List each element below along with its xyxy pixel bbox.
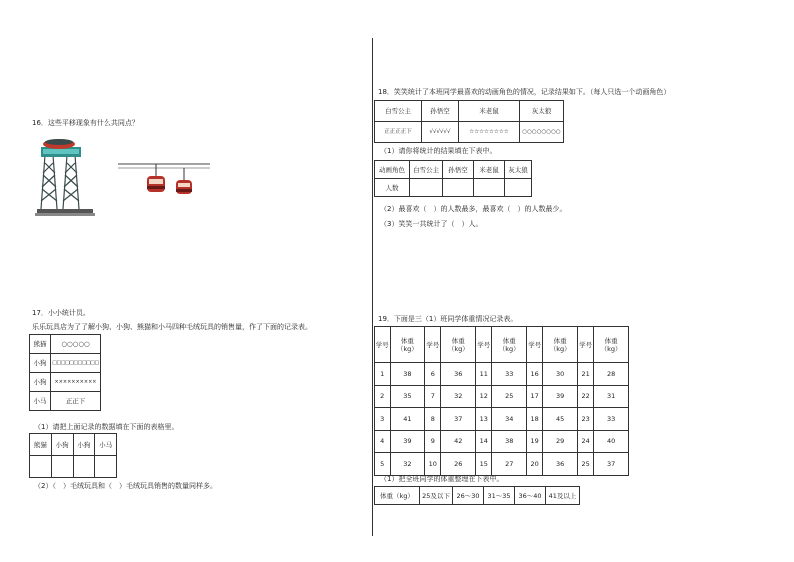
table-row: [375, 408, 629, 431]
count-cell[interactable]: [443, 179, 474, 197]
weight-cell: 40: [594, 430, 629, 453]
student-id-cell: 7: [425, 385, 441, 408]
record-marks: ○○○○○○○○: [520, 122, 564, 143]
weight-cell: 30: [543, 363, 578, 386]
student-id-cell: 16: [527, 363, 543, 386]
record-marks: 正正正正下: [375, 122, 422, 143]
count-header: 白雪公主: [410, 161, 443, 179]
student-id-cell: 5: [375, 453, 391, 476]
q18-title: 18．笑笑统计了本班同学最喜欢的动画角色的情况，记录结果如下。（每人只选一个动画角色）: [378, 88, 671, 96]
q18-sub2: （2）最喜欢（ ）的人数最多，最喜欢（ ）的人数最少。: [380, 205, 567, 213]
record-marks: ☆☆☆☆☆☆☆☆: [459, 122, 520, 143]
q18-sub3: （3）笑笑一共统计了（ ）人。: [380, 220, 483, 228]
student-id-cell: 24: [578, 430, 594, 453]
student-id-cell: 20: [527, 453, 543, 476]
fill-cell[interactable]: [30, 456, 52, 478]
fill-cell[interactable]: [73, 456, 95, 478]
header-weight: 体重（kg）: [492, 327, 527, 363]
student-id-cell: 3: [375, 408, 391, 431]
student-id-cell: 4: [375, 430, 391, 453]
record-marks: □□□□□□□□□□□: [51, 354, 101, 373]
record-header: 米老鼠: [459, 101, 520, 122]
fill-header: 熊猫: [30, 434, 52, 456]
weight-cell: 27: [492, 453, 527, 476]
weight-cell: 36: [441, 363, 476, 386]
fill-header: 小狗: [73, 434, 95, 456]
record-animal: 熊猫: [30, 335, 51, 354]
weight-cell: 32: [441, 385, 476, 408]
group-header: 25及以下: [420, 487, 453, 505]
student-id-cell: 8: [425, 408, 441, 431]
student-id-cell: 22: [578, 385, 594, 408]
count-header: 动画角色: [375, 161, 410, 179]
table-row: [375, 453, 629, 476]
count-row-label: 人数: [375, 179, 410, 197]
weight-cell: 35: [390, 385, 425, 408]
record-animal: 小马: [30, 392, 51, 411]
q19-sub1: （1）把全班同学的体重整理在下表中。: [380, 475, 504, 483]
fill-header: 小马: [95, 434, 117, 456]
student-id-cell: 21: [578, 363, 594, 386]
record-header: 白雪公主: [375, 101, 422, 122]
weight-cell: 29: [543, 430, 578, 453]
count-cell[interactable]: [410, 179, 443, 197]
group-header: 体重（kg）: [375, 487, 420, 505]
header-student-id: 学号: [425, 327, 441, 363]
header-student-id: 学号: [527, 327, 543, 363]
q16-title: 16．这些平移现象有什么共同点？: [32, 119, 139, 127]
weight-cell: 26: [441, 453, 476, 476]
student-id-cell: 23: [578, 408, 594, 431]
weight-cell: 33: [492, 363, 527, 386]
count-header: 孙悟空: [443, 161, 474, 179]
student-id-cell: 15: [476, 453, 492, 476]
record-marks: ××××××××××: [51, 373, 101, 392]
table-row: [375, 363, 629, 386]
student-id-cell: 9: [425, 430, 441, 453]
count-header: 灰太狼: [505, 161, 532, 179]
student-id-cell: 19: [527, 430, 543, 453]
record-animal: 小狗: [30, 354, 51, 373]
weight-cell: 34: [492, 408, 527, 431]
q18-record-table: [374, 100, 564, 143]
weight-cell: 39: [390, 430, 425, 453]
student-id-cell: 14: [476, 430, 492, 453]
weight-cell: 42: [441, 430, 476, 453]
table-row: [375, 430, 629, 453]
header-student-id: 学号: [578, 327, 594, 363]
group-header: 31～35: [484, 487, 515, 505]
q18-sub1: （1）请你将统计的结果填在下表中。: [380, 147, 497, 155]
weight-cell: 45: [543, 408, 578, 431]
student-id-cell: 12: [476, 385, 492, 408]
student-id-cell: 1: [375, 363, 391, 386]
header-weight: 体重（kg）: [594, 327, 629, 363]
record-marks: √√√√√√: [422, 122, 459, 143]
weight-cell: 38: [492, 430, 527, 453]
lift-tower-icon: [35, 135, 95, 217]
count-header: 米老鼠: [474, 161, 505, 179]
student-id-cell: 10: [425, 453, 441, 476]
record-marks: ○○○○○: [51, 335, 101, 354]
column-divider: [372, 38, 373, 536]
student-id-cell: 2: [375, 385, 391, 408]
weight-cell: 39: [543, 385, 578, 408]
header-weight: 体重（kg）: [543, 327, 578, 363]
q17-title: 17．小小统计员。: [32, 309, 90, 317]
q17-fill-table: [29, 433, 117, 478]
record-header: 灰太狼: [520, 101, 564, 122]
fill-cell[interactable]: [51, 456, 73, 478]
student-id-cell: 18: [527, 408, 543, 431]
q17-record-table: [29, 334, 101, 411]
student-id-cell: 25: [578, 453, 594, 476]
count-cell[interactable]: [474, 179, 505, 197]
weight-cell: 32: [390, 453, 425, 476]
weight-cell: 28: [594, 363, 629, 386]
student-id-cell: 17: [527, 385, 543, 408]
q19-weight-table: [374, 326, 629, 476]
weight-cell: 33: [594, 408, 629, 431]
student-id-cell: 11: [476, 363, 492, 386]
weight-cell: 37: [441, 408, 476, 431]
group-header: 36～40: [515, 487, 546, 505]
record-header: 孙悟空: [422, 101, 459, 122]
weight-cell: 38: [390, 363, 425, 386]
record-animal: 小狗: [30, 373, 51, 392]
weight-cell: 31: [594, 385, 629, 408]
student-id-cell: 6: [425, 363, 441, 386]
weight-cell: 25: [492, 385, 527, 408]
record-marks: 正正下: [51, 392, 101, 411]
cable-car-icon: [118, 160, 210, 198]
weight-cell: 36: [543, 453, 578, 476]
fill-cell[interactable]: [95, 456, 117, 478]
q17-intro: 乐乐玩具店为了了解小狗、小狗、熊猫和小马四种毛绒玩具的销售量，作了下面的记录表。: [32, 323, 312, 331]
weight-cell: 41: [390, 408, 425, 431]
q18-count-table: [374, 160, 532, 197]
student-id-cell: 13: [476, 408, 492, 431]
q19-title: 19．下面是三（1）班同学体重情况记录表。: [378, 315, 518, 323]
group-header: 26～30: [453, 487, 484, 505]
count-cell[interactable]: [505, 179, 532, 197]
q19-group-table: [374, 486, 580, 505]
header-student-id: 学号: [476, 327, 492, 363]
q17-sub2: （2）（ ）毛绒玩具和（ ）毛绒玩具销售的数量同样多。: [34, 482, 217, 490]
header-weight: 体重（kg）: [390, 327, 425, 363]
q17-sub1: （1）请把上面记录的数据填在下面的表格里。: [34, 423, 179, 431]
group-header: 41及以上: [546, 487, 580, 505]
header-weight: 体重（kg）: [441, 327, 476, 363]
header-student-id: 学号: [375, 327, 391, 363]
weight-cell: 37: [594, 453, 629, 476]
table-row: [375, 385, 629, 408]
fill-header: 小狗: [51, 434, 73, 456]
